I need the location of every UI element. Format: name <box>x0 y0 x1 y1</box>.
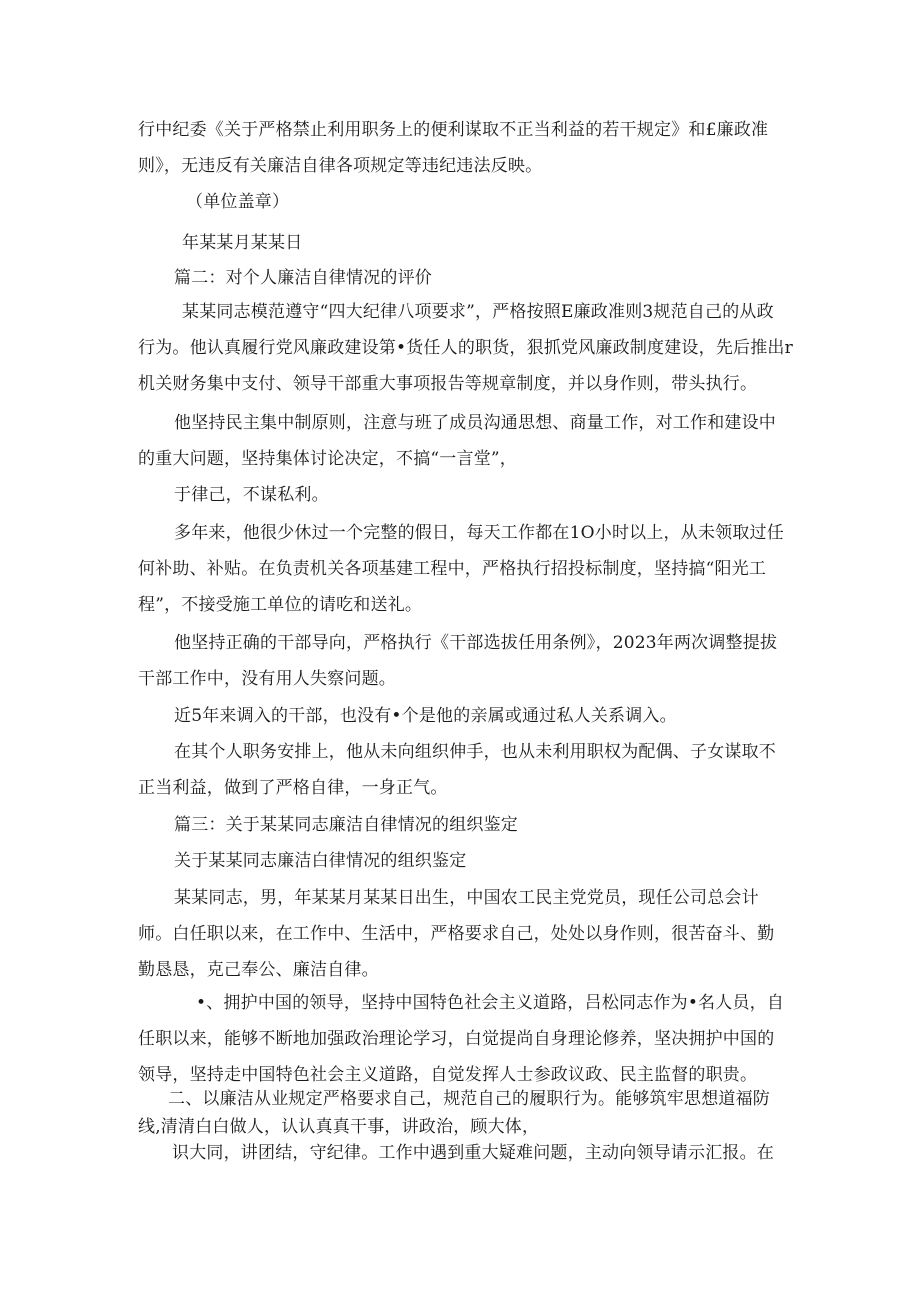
paragraph-6 <box>138 405 778 477</box>
text-line: （单位盖章） <box>186 192 290 212</box>
unit-seal-label <box>186 184 826 220</box>
paragraph-10 <box>174 698 814 734</box>
text-line: 行中纪委《关于严格禁止利用职务上的便利谋取不正当利益的若干规定》和£廉政准 <box>138 120 769 140</box>
text-line: 行为。他认真履行党风廉政建设第•货任人的职货，狠抓党风廉政制度建设，先后推出r <box>138 338 793 358</box>
section-heading-3 <box>174 807 814 843</box>
text-line: 程”，不接受施工单位的请吃和送礼。 <box>138 595 423 615</box>
paragraph-11 <box>138 734 778 806</box>
paragraph-16 <box>138 1085 778 1141</box>
text-line: 机关财务集中支付、领导干部重大事项报告等规章制度，并以身作则，带头执行。 <box>138 374 758 394</box>
text-line: 师。白任职以来，在工作中、生活中，严格要求自己，处处以身作则，很苦奋斗、勤 <box>138 924 775 944</box>
date-line <box>182 225 822 261</box>
paragraph-5 <box>138 294 793 402</box>
text-line: 正当利益，做到了严格自律，一身正气。 <box>138 778 448 798</box>
text-line: 识大同，讲团结，守纪律。工作中遇到重大疑难问题，主动向领导请示汇报。在 <box>172 1143 774 1163</box>
text-line: 何补助、补贴。在负责机关各项基建工程中，严格执行招投标制度，坚持搞“阳光工 <box>138 559 767 579</box>
text-line: 勤恳恳，克己奉公、廉洁自律。 <box>138 960 379 980</box>
text-line: 篇三：关于某某同志廉洁自律情况的组织鉴定 <box>174 815 518 835</box>
text-line: 任职以来，能够不断地加强政治理论学习，白觉提尚自身理论修养，坚决拥护中国的 <box>138 1029 775 1049</box>
text-line: 某某同志模范遵守“四大纪律八项要求”，严格按照E廉政准则3规范自己的从政 <box>182 302 774 322</box>
text-line: 干部工作中，没有用人失察问题。 <box>138 669 396 689</box>
text-line: •、拥护中国的领导，坚持中国特色社会主义道路，吕松同志作为•名人员，自 <box>196 993 785 1013</box>
text-line: 二、以廉洁从业规定严格要求自己，规范自己的履职行为。能够筑牢思想道福防 <box>168 1089 770 1109</box>
text-line: 在其个人职务安排上，他从未向组织伸手，也从未利用职权为配偶、子女谋取不 <box>174 742 776 762</box>
paragraph-8 <box>138 515 784 623</box>
text-line: 线,清清白白做人，认认真真干事，讲政治，顾大体， <box>138 1117 540 1137</box>
text-line: 他坚持民主集中制原则，注意与班了成员沟通思想、商量工作，对工作和建设中 <box>174 413 776 433</box>
appraisal-title <box>174 843 814 879</box>
text-line: 年某某月某某日 <box>182 233 303 253</box>
text-line: 关于某某同志廉洁白律情况的组织鉴定 <box>174 851 467 871</box>
text-line: 则》，无违反有关廉洁自律各项规定等违纪违法反映。 <box>138 156 543 176</box>
text-line: 于律己，不谋私利。 <box>174 485 329 505</box>
paragraph-7 <box>174 477 814 513</box>
paragraph-14 <box>138 880 778 988</box>
text-line: 领导，坚持走中国特色社会主义道路，自觉发挥人士参政议政、民主监督的职贵。 <box>138 1065 758 1085</box>
paragraph-9 <box>138 625 778 697</box>
paragraph-17 <box>172 1135 812 1171</box>
paragraph-1 <box>138 112 778 184</box>
text-line: 他坚持正确的干部导向，严格执行《干部选拔任用条例》，2023年两次调整提拔 <box>174 633 778 653</box>
text-line: 某某同志，男，年某某月某某日出生，中国农工民主党党员，现任公司总会计 <box>174 888 759 908</box>
text-line: 的重大问题，坚持集体讨论决定，不搞“一言堂”， <box>138 449 517 469</box>
text-line: 多年来，他很少休过一个完整的假日，每天工作都在1O小时以上，从未领取过任 <box>174 523 784 543</box>
paragraph-15 <box>138 985 785 1093</box>
text-line: 近5年来调入的干部，也没有•个是他的亲属或通过私人关系调入。 <box>174 706 677 726</box>
section-heading-2 <box>174 260 814 296</box>
text-line: 篇二：对个人廉洁自律情况的评价 <box>174 268 432 288</box>
